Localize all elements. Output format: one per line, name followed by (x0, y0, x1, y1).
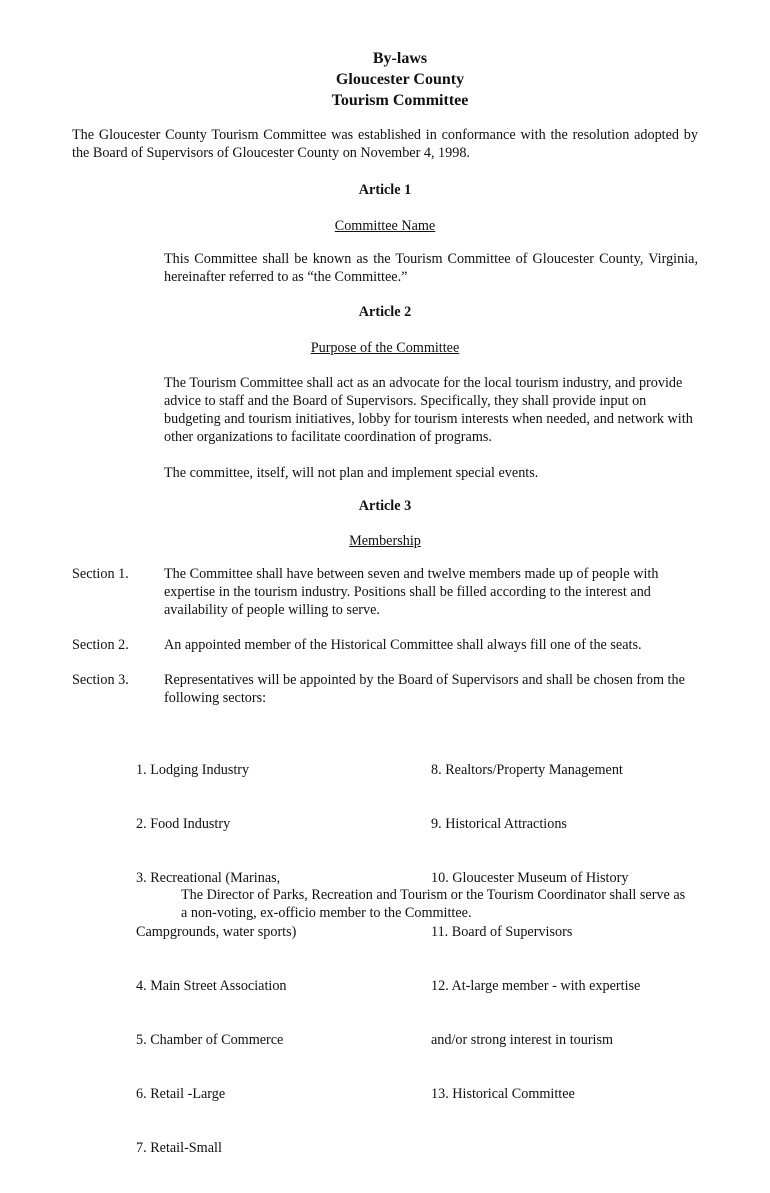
list-item: 13. Historical Committee (431, 1086, 575, 1102)
list-item: 9. Historical Attractions (431, 816, 567, 832)
list-item: 5. Chamber of Commerce (136, 1032, 284, 1048)
article-2-heading (0, 303, 770, 321)
list-item: 8. Realtors/Property Management (431, 762, 623, 778)
article-2-subheading-text: Purpose of the Committee (310, 340, 460, 356)
list-item: 3. Recreational (Marinas, (136, 870, 281, 886)
list-item: 10. Gloucester Museum of History (431, 870, 629, 886)
list-item: 7. Retail-Small (136, 1140, 222, 1156)
article-2-body-1: The Tourism Committee shall act as an advocate for the local tourism industry, and provide advice to staff and the Board of Supervisors. Specifically, they shall provide input on budgeting and tourism initiatives, lobby for tourism interests when needed, and network with other organizations to facilitate coordination of programs. (164, 375, 693, 445)
sector-list-right (431, 725, 640, 1139)
article-2-subheading (0, 339, 770, 357)
article-1-body: This Committee shall be known as the Tourism Committee of Gloucester County, Virginia, hereinafter referred to as “the Committee.” (164, 251, 698, 285)
section-1-text: The Committee shall have between seven and twelve members made up of people with expertise in the tourism industry. Positions shall be filled according to the interest and availability of people willing to serve. (164, 566, 659, 618)
article-3-heading-text: Article 3 (358, 498, 412, 514)
list-item: 12. At-large member - with expertise (431, 978, 641, 994)
list-item: 2. Food Industry (136, 816, 231, 832)
section-3-text: Representatives will be appointed by the Board of Supervisors and shall be chosen from the following sectors: (164, 672, 685, 706)
section-3-label: Section 3. (72, 672, 129, 688)
list-item: and/or strong interest in tourism (431, 1032, 614, 1048)
article-2-heading-text: Article 2 (358, 304, 412, 320)
document-title (0, 48, 770, 111)
section-1-label: Section 1. (72, 566, 129, 582)
list-item: 6. Retail -Large (136, 1086, 226, 1102)
article-1-heading-text: Article 1 (358, 182, 412, 198)
title-line-1: By-laws (372, 50, 428, 67)
article-3-subheading-text: Membership (349, 533, 421, 549)
section-2-label: Section 2. (72, 637, 129, 653)
title-line-3: Tourism Committee (331, 92, 469, 109)
list-item: 1. Lodging Industry (136, 762, 250, 778)
sector-list-left (136, 725, 296, 1193)
closing-paragraph: The Director of Parks, Recreation and Tourism or the Tourism Coordinator shall serve as a non-voting, ex-officio member to the Committee. (181, 887, 686, 921)
article-1-subheading (0, 217, 770, 235)
article-3-heading (0, 497, 770, 515)
list-item: 4. Main Street Association (136, 978, 287, 994)
list-item: 11. Board of Supervisors (431, 924, 573, 940)
article-1-subheading-text: Committee Name (334, 218, 436, 234)
section-2-text: An appointed member of the Historical Committee shall always fill one of the seats. (164, 637, 642, 653)
list-item: Campgrounds, water sports) (136, 924, 297, 940)
article-3-subheading (0, 532, 770, 550)
article-1-heading (0, 181, 770, 199)
intro-paragraph: The Gloucester County Tourism Committee was established in conformance with the resolution adopted by the Board of Supervisors of Gloucester County on November 4, 1998. (72, 127, 698, 161)
title-line-2: Gloucester County (335, 71, 465, 88)
article-2-body-2: The committee, itself, will not plan and implement special events. (164, 465, 539, 481)
